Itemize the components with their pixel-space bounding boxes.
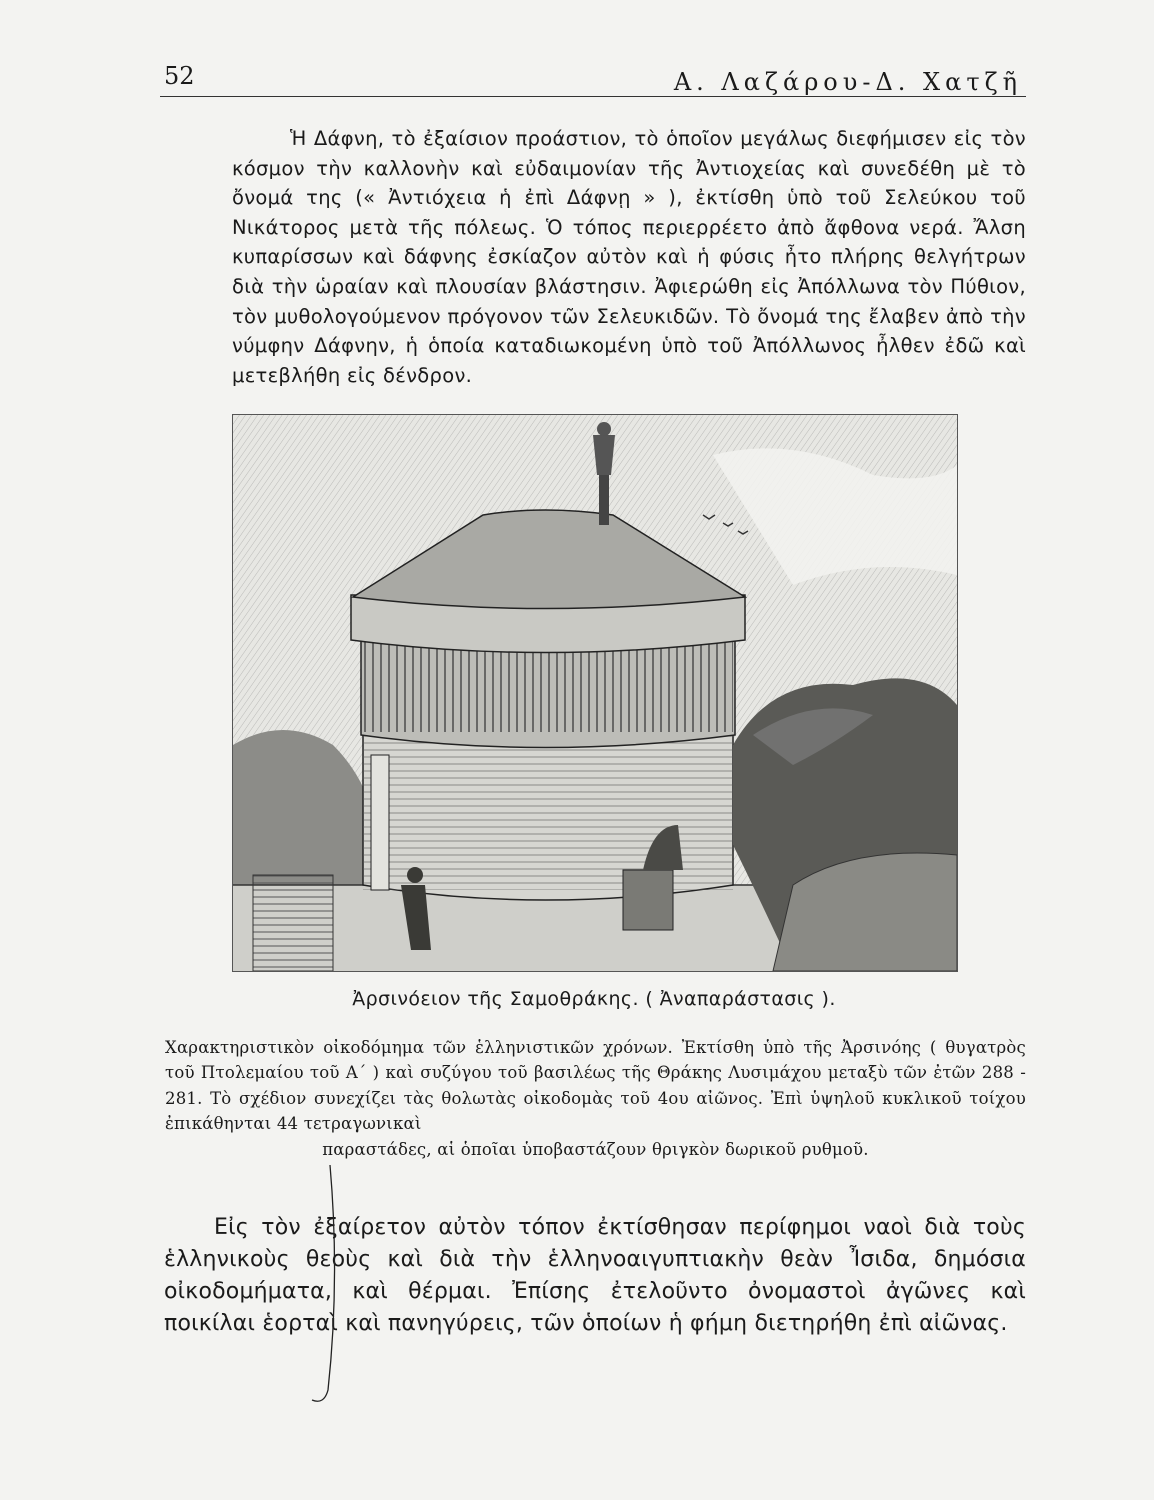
- figure-title: Ἀρσινόειον τῆς Σαμοθράκης. ( Ἀναπαράστασις ).: [352, 988, 836, 1010]
- figure-caption: [165, 1035, 1026, 1162]
- page-number: 52: [164, 62, 195, 90]
- figure-caption-text: Χαρακτηριστικὸν οἰκοδόμημα τῶν ἑλληνιστικῶν χρόνων. Ἐκτίσθη ὑπὸ τῆς Ἀρσινόης ( θυγατρὸς τοῦ Πτολεμαίου τοῦ Α΄ ) καὶ συζύγου τοῦ βασιλέως τῆς Θράκης Λυσιμάχου μεταξὺ τῶν ἐτῶν 288 - 281. Τὸ σχέδιον συνεχίζει τὰς θολωτὰς οἰκοδομὰς τοῦ 4ου αἰῶνος. Ἐπὶ ὑψηλοῦ κυκλικοῦ τοίχου ἐπικάθηνται 44 τετραγωνικαὶ: [165, 1038, 1026, 1134]
- engraving-drawing: [233, 415, 957, 971]
- arsinoeion-illustration: [232, 414, 958, 972]
- running-head-authors: Α. Λαζάρου-Δ. Χατζῆ: [673, 68, 1022, 96]
- intro-paragraph: Ἡ Δάφνη, τὸ ἐξαίσιον προάστιον, τὸ ὁποῖον μεγάλως διεφήμισεν εἰς τὸν κόσμον τὴν καλλονὴν καὶ εὐδαιμονίαν τῆς Ἀντιοχείας καὶ συνεδέθη μὲ τὸ ὄνομά της (« Ἀντιόχεια ἡ ἐπὶ Δάφνῃ » ), ἐκτίσθη ὑπὸ τοῦ Σελεύκου τοῦ Νικάτορος μετὰ τῆς πόλεως. Ὁ τόπος περιερρέετο ἀπὸ ἄφθονα νερά. Ἄλση κυπαρίσσων καὶ δάφνης ἐσκίαζον αὐτὸν καὶ ἡ φύσις ἦτο πλήρης θελγήτρων διὰ τὴν ὡραίαν καὶ πλουσίαν βλάστησιν. Ἀφιερώθη εἰς Ἀπόλλωνα τὸν Πύθιον, τὸν μυθολογούμενον πρόγονον τῶν Σελευκιδῶν. Τὸ ὄνομά της ἔλαβεν ἀπὸ τὴν νύμφην Δάφνην, ἡ ὁποία καταδιωκομένη ὑπὸ τοῦ Ἀπόλλωνος ἦλθεν ἐδῶ καὶ μετεβλήθη εἰς δένδρον.: [232, 127, 1026, 387]
- closing-paragraph: Εἰς τὸν ἐξαίρετον αὐτὸν τόπον ἐκτίσθησαν περίφημοι ναοὶ διὰ τοὺς ἑλληνικοὺς θεοὺς καὶ διὰ τὴν ἑλληνοαιγυπτιακὴν θεὰν Ἶσιδα, δημόσια οἰκοδομήματα, καὶ θέρμαι. Ἐπίσης ἐτελοῦντο ὀνομαστοὶ ἀγῶνες καὶ ποικίλαι ἑορταὶ καὶ πανηγύρεις, τῶν ὁποίων ἡ φήμη διετηρήθη ἐπὶ αἰῶνας.: [164, 1215, 1026, 1336]
- pencil-bracket-mark: [300, 1160, 340, 1410]
- page-header: [160, 56, 1026, 97]
- figure-caption-last-line: παραστάδες, αἱ ὁποῖαι ὑποβαστάζουν θριγκὸν δωρικοῦ ρυθμοῦ.: [322, 1139, 869, 1159]
